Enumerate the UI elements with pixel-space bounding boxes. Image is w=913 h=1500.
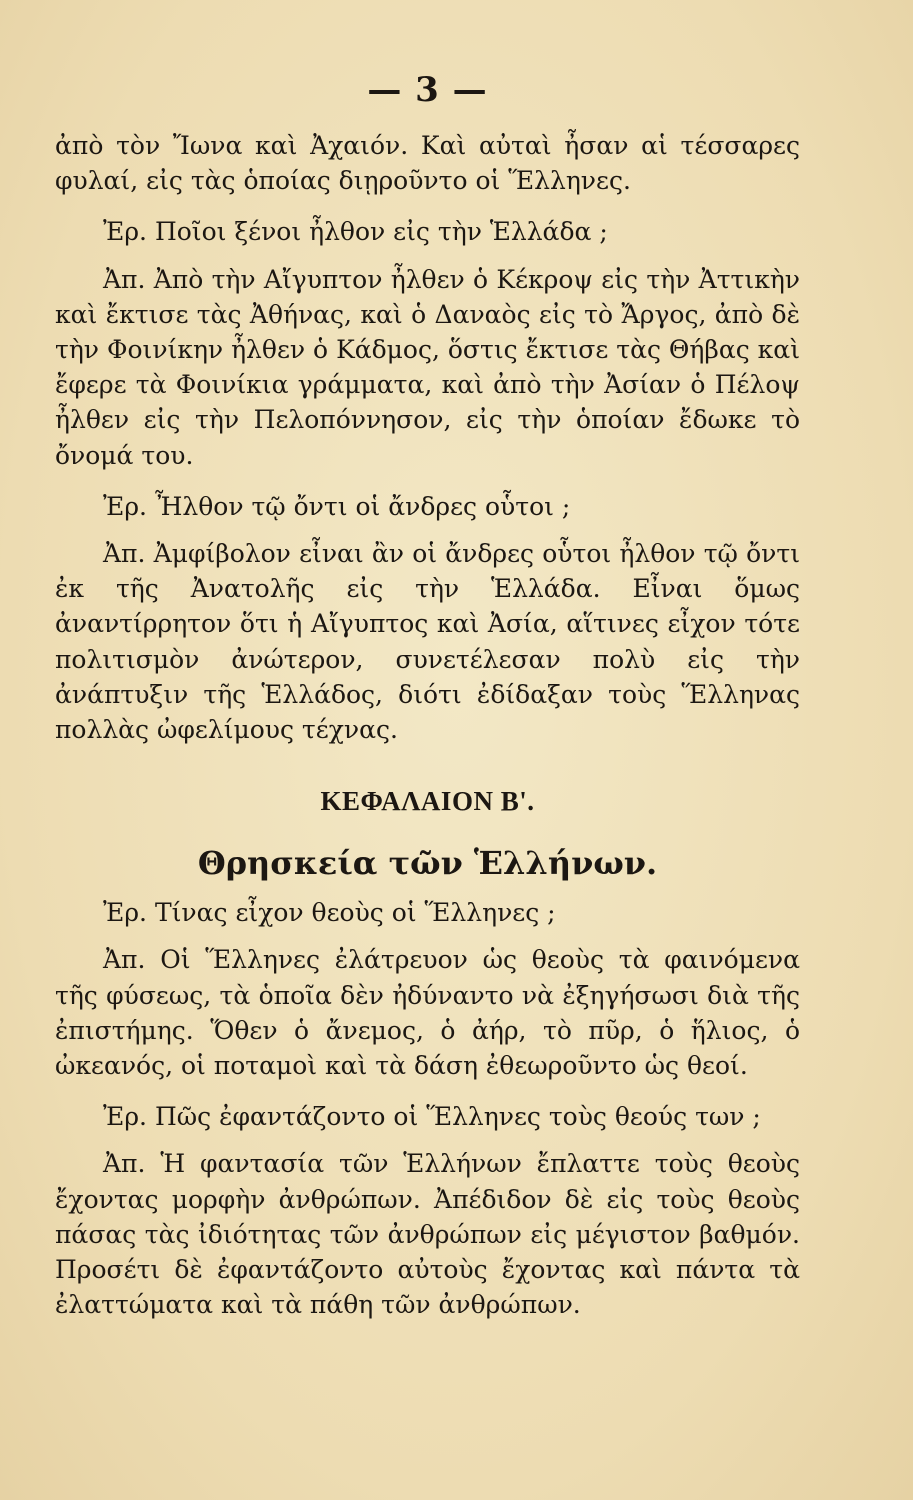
answer-text: Οἱ Ἕλληνες ἐλάτρευον ὡς θεοὺς τὰ φαινόμενα τῆς φύσεως, τὰ ὁποῖα δὲν ἠδύναντο νὰ ἐξηγήσωσι διὰ τῆς ἐπιστήμης. Ὅθεν ὁ ἄνεμος, ὁ ἀήρ, τὸ πῦρ, ὁ ἥλιος, ὁ ὠκεανός, οἱ ποταμοὶ καὶ τὰ δάση ἐθεωροῦντο ὡς θεοί.	[55, 945, 800, 1081]
question-paragraph	[55, 895, 800, 930]
answer-label: Ἀπ.	[103, 264, 146, 294]
question-paragraph	[55, 214, 800, 249]
answer-label: Ἀπ.	[103, 945, 146, 975]
chapter-heading: ΚΕΦΑΛΑΙΟΝ Β'.	[320, 786, 535, 817]
answer-paragraph	[55, 536, 800, 747]
question-label: Ἐρ.	[103, 217, 147, 247]
answer-paragraph	[55, 942, 800, 1083]
page-number: — 3 —	[367, 70, 488, 110]
answer-paragraph	[55, 1146, 800, 1322]
question-label: Ἐρ.	[103, 1102, 147, 1132]
answer-text: Ἡ φαντασία τῶν Ἑλλήνων ἔπλαττε τοὺς θεοὺς ἔχοντας μορφὴν ἀνθρώπων. Ἀπέδιδον δὲ εἰς τοὺς θεοὺς πάσας τὰς ἰδιότητας τῶν ἀνθρώπων εἰς μέγιστον βαθμόν. Προσέτι δὲ ἐφαντάζοντο αὐτοὺς ἔχοντας καὶ πάντα τὰ ἐλαττώματα καὶ τὰ πάθη τῶν ἀνθρώπων.	[55, 1149, 800, 1320]
question-label: Ἐρ.	[103, 898, 147, 928]
answer-paragraph	[55, 262, 800, 473]
chapter-title: Θρησκεία τῶν Ἑλλήνων.	[197, 844, 658, 883]
question-text: Ἦλθον τῷ ὄντι οἱ ἄνδρες οὗτοι ;	[154, 491, 571, 521]
question-text: Ποῖοι ξένοι ἦλθον εἰς τὴν Ἑλλάδα ;	[154, 217, 608, 247]
question-paragraph	[55, 489, 800, 524]
answer-text: Ἀμφίβολον εἶναι ἂν οἱ ἄνδρες οὗτοι ἦλθον τῷ ὄντι ἐκ τῆς Ἀνατολῆς εἰς τὴν Ἑλλάδα. Εἶναι ὅμως ἀναντίρρητον ὅτι ἡ Αἴγυπτος καὶ Ἀσία, αἵτινες εἶχον τότε πολιτισμὸν ἀνώτερον, συνετέλεσαν πολὺ εἰς τὴν ἀνάπτυξιν τῆς Ἑλλάδος, διότι ἐδίδαξαν τοὺς Ἕλληνας πολλὰς ὠφελίμους τέχνας.	[55, 539, 800, 745]
answer-label: Ἀπ.	[103, 1149, 146, 1179]
paragraph-continuation	[55, 128, 800, 198]
question-text: Τίνας εἶχον θεοὺς οἱ Ἕλληνες ;	[154, 898, 556, 928]
question-paragraph	[55, 1099, 800, 1134]
answer-label: Ἀπ.	[103, 539, 146, 569]
answer-text: Ἀπὸ τὴν Αἴγυπτον ἦλθεν ὁ Κέκροψ εἰς τὴν Ἀττικὴν καὶ ἔκτισε τὰς Ἀθήνας, καὶ ὁ Δαναὸς εἰς τὸ Ἄργος, ἀπὸ δὲ τὴν Φοινίκην ἦλθεν ὁ Κάδμος, ὅστις ἔκτισε τὰς Θήβας καὶ ἔφερε τὰ Φοινίκια γράμματα, καὶ ἀπὸ τὴν Ἀσίαν ὁ Πέλοψ ἦλθεν εἰς τὴν Πελοπόννησον, εἰς τὴν ὁποίαν ἔδωκε τὸ ὄνομά του.	[55, 264, 800, 470]
book-page	[55, 70, 800, 1322]
question-label: Ἐρ.	[103, 491, 147, 521]
paragraph-text: ἀπὸ τὸν Ἴωνα καὶ Ἀχαιόν. Καὶ αὐταὶ ἦσαν αἱ τέσσαρες φυλαί, εἰς τὰς ὁποίας διῃροῦντο οἱ Ἕλληνες.	[55, 131, 800, 196]
question-text: Πῶς ἐφαντάζοντο οἱ Ἕλληνες τοὺς θεούς των ;	[154, 1102, 761, 1132]
